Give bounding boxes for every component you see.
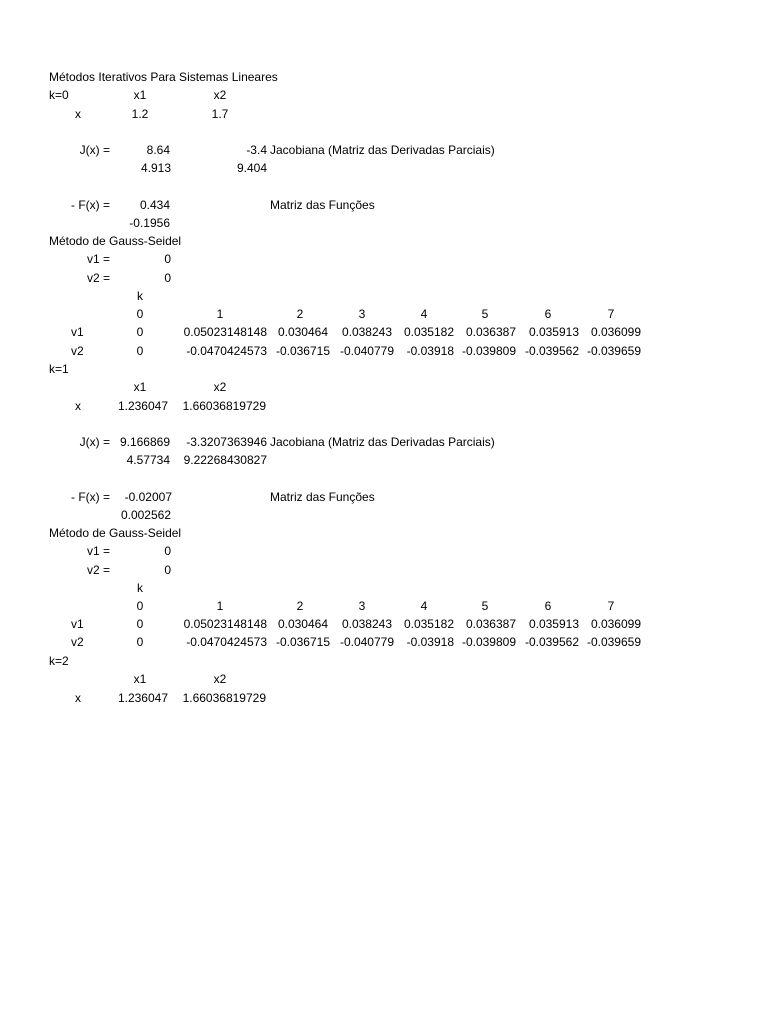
functions-caption: Matriz das Funções <box>270 490 375 504</box>
jacobian-j21: 4.57734 <box>126 453 170 467</box>
v2-k3: -0.040779 <box>339 635 394 649</box>
k-col-0: 0 <box>136 599 144 613</box>
jacobian-j22: 9.22268430827 <box>183 453 267 467</box>
jacobian-caption: Jacobiana (Matriz das Derivadas Parciais) <box>270 435 495 449</box>
row-v2-label: v2 <box>71 635 84 649</box>
k-col-4: 4 <box>420 307 428 321</box>
v1-init-value: 0 <box>164 544 171 558</box>
v2-k5: -0.039809 <box>461 635 516 649</box>
functions-f1: 0.434 <box>139 198 170 212</box>
v2-k4: -0.03918 <box>406 344 454 358</box>
x2-value: 1.7 <box>211 107 229 121</box>
v1-k3: 0.038243 <box>341 617 392 631</box>
v2-k1: -0.0470424573 <box>186 344 267 358</box>
functions-label: - F(x) = <box>71 490 110 504</box>
functions-caption: Matriz das Funções <box>270 198 375 212</box>
v1-k0: 0 <box>136 617 144 631</box>
jacobian-j11: 8.64 <box>146 143 170 157</box>
k-col-6: 6 <box>544 599 552 613</box>
x1-header: x1 <box>133 88 147 102</box>
row-v1-label: v1 <box>71 325 84 339</box>
v2-init-value: 0 <box>164 271 171 285</box>
jacobian-label: J(x) = <box>79 143 110 157</box>
jacobian-j21: 4.913 <box>140 161 171 175</box>
k-header: k <box>137 581 143 595</box>
x-label: x <box>75 107 81 121</box>
v2-k5: -0.039809 <box>461 344 516 358</box>
row-v2-label: v2 <box>71 344 84 358</box>
v1-k5: 0.036387 <box>465 617 516 631</box>
v1-k0: 0 <box>136 325 144 339</box>
v2-k6: -0.039562 <box>524 344 579 358</box>
v2-k2: -0.036715 <box>275 635 330 649</box>
jacobian-j12: -3.4 <box>246 143 267 157</box>
k-col-5: 5 <box>481 307 489 321</box>
v1-init-label: v1 = <box>86 252 110 266</box>
functions-f2: 0.002562 <box>120 508 171 522</box>
v2-k7: -0.039659 <box>586 344 641 358</box>
jacobian-j12: -3.3207363946 <box>186 435 267 449</box>
k-col-2: 2 <box>296 307 304 321</box>
functions-f2: -0.1956 <box>129 216 170 230</box>
x2-header: x2 <box>213 380 227 394</box>
row-v1-label: v1 <box>71 617 84 631</box>
x2-header: x2 <box>213 672 227 686</box>
k-col-3: 3 <box>358 599 366 613</box>
k-col-7: 7 <box>607 307 615 321</box>
x2-value: 1.66036819729 <box>182 399 266 413</box>
k-col-7: 7 <box>607 599 615 613</box>
v2-k1: -0.0470424573 <box>186 635 267 649</box>
v1-k5: 0.036387 <box>465 325 516 339</box>
v2-k6: -0.039562 <box>524 635 579 649</box>
k-col-2: 2 <box>296 599 304 613</box>
iteration-label: k=2 <box>49 654 69 668</box>
v2-k3: -0.040779 <box>339 344 394 358</box>
v2-init-value: 0 <box>164 563 171 577</box>
iteration-label: k=0 <box>49 88 69 102</box>
v1-k2: 0.030464 <box>277 617 328 631</box>
jacobian-j22: 9.404 <box>236 161 267 175</box>
gauss-seidel-title: Método de Gauss-Seidel <box>49 234 182 248</box>
jacobian-caption: Jacobiana (Matriz das Derivadas Parciais) <box>270 143 495 157</box>
k-col-6: 6 <box>544 307 552 321</box>
x1-header: x1 <box>133 380 147 394</box>
v1-k6: 0.035913 <box>528 325 579 339</box>
v2-k7: -0.039659 <box>586 635 641 649</box>
x1-value: 1.2 <box>131 107 149 121</box>
x-label: x <box>75 399 81 413</box>
x2-header: x2 <box>213 88 227 102</box>
x1-value: 1.236047 <box>117 691 168 705</box>
v1-k7: 0.036099 <box>590 617 641 631</box>
v2-init-label: v2 = <box>86 271 110 285</box>
k-col-4: 4 <box>420 599 428 613</box>
v2-k2: -0.036715 <box>275 344 330 358</box>
page-title: Métodos Iterativos Para Sistemas Lineares <box>49 70 278 84</box>
v2-k0: 0 <box>136 344 144 358</box>
v1-k3: 0.038243 <box>341 325 392 339</box>
x2-value: 1.66036819729 <box>182 691 266 705</box>
v1-k1: 0.05023148148 <box>183 617 267 631</box>
k-header: k <box>137 289 143 303</box>
x1-value: 1.236047 <box>117 399 168 413</box>
v1-k1: 0.05023148148 <box>183 325 267 339</box>
v1-k7: 0.036099 <box>590 325 641 339</box>
gauss-seidel-title: Método de Gauss-Seidel <box>49 526 182 540</box>
functions-label: - F(x) = <box>71 198 110 212</box>
v1-init-label: v1 = <box>86 544 110 558</box>
v1-k4: 0.035182 <box>403 617 454 631</box>
v2-k4: -0.03918 <box>406 635 454 649</box>
v1-k2: 0.030464 <box>277 325 328 339</box>
k-col-5: 5 <box>481 599 489 613</box>
v2-init-label: v2 = <box>86 563 110 577</box>
functions-f1: -0.02007 <box>124 490 172 504</box>
jacobian-label: J(x) = <box>79 435 110 449</box>
jacobian-j11: 9.166869 <box>119 435 170 449</box>
v1-init-value: 0 <box>164 252 171 266</box>
k-col-0: 0 <box>136 307 144 321</box>
v2-k0: 0 <box>136 635 144 649</box>
k-col-3: 3 <box>358 307 366 321</box>
k-col-1: 1 <box>216 307 224 321</box>
x1-header: x1 <box>133 672 147 686</box>
k-col-1: 1 <box>216 599 224 613</box>
v1-k4: 0.035182 <box>403 325 454 339</box>
iteration-label: k=1 <box>49 362 69 376</box>
v1-k6: 0.035913 <box>528 617 579 631</box>
x-label: x <box>75 691 81 705</box>
